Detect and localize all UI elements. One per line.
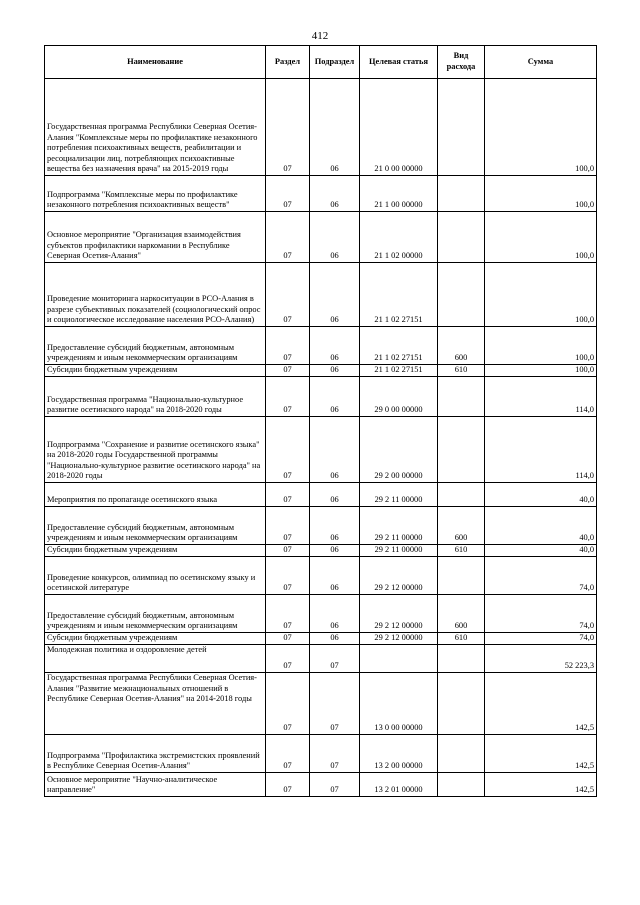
header-sum: Сумма — [485, 46, 597, 79]
cell-name: Государственная программа Республики Северная Осетия-Алания "Развитие межнациональных отношений в Республике Северная Осетия-Алания" на 2014-2018 годы — [45, 673, 266, 735]
cell-subsection: 06 — [310, 327, 360, 365]
header-subsection: Подраздел — [310, 46, 360, 79]
cell-sum: 100,0 — [485, 212, 597, 263]
cell-sum: 74,0 — [485, 595, 597, 633]
table-row — [45, 773, 597, 797]
cell-expense — [438, 673, 485, 735]
cell-sum: 100,0 — [485, 327, 597, 365]
cell-section: 07 — [266, 545, 310, 557]
cell-name: Молодежная политика и оздоровление детей — [45, 645, 266, 673]
table-header-row — [45, 46, 597, 79]
cell-section: 07 — [266, 595, 310, 633]
cell-target: 21 1 02 27151 — [360, 327, 438, 365]
cell-expense — [438, 483, 485, 507]
cell-subsection: 06 — [310, 507, 360, 545]
cell-section: 07 — [266, 79, 310, 176]
table-row — [45, 483, 597, 507]
cell-name: Основное мероприятие "Организация взаимодействия субъектов профилактики наркомании в Республике Северная Осетия-Алания" — [45, 212, 266, 263]
table-row — [45, 673, 597, 735]
cell-subsection: 06 — [310, 176, 360, 212]
table-row — [45, 545, 597, 557]
page-number: 412 — [311, 30, 329, 42]
cell-expense — [438, 773, 485, 797]
cell-expense — [438, 263, 485, 327]
cell-subsection: 07 — [310, 773, 360, 797]
cell-name: Государственная программа Республики Северная Осетия-Алания "Комплексные меры по профилактике незаконного потребления психоактивных веществ, реабилитации и ресоциализации лиц, потребляющих психоактивные вещества без назначения врача" на 2015-2019 годы — [45, 79, 266, 176]
cell-name: Подпрограмма "Сохранение и развитие осетинского языка" на 2018-2020 годы Государственной программы "Национально-культурное развитие осетинского народа" на 2018-2020 годы — [45, 417, 266, 483]
cell-target: 21 1 02 00000 — [360, 212, 438, 263]
cell-sum: 114,0 — [485, 417, 597, 483]
cell-expense — [438, 212, 485, 263]
cell-subsection: 07 — [310, 645, 360, 673]
cell-sum: 40,0 — [485, 483, 597, 507]
cell-expense: 610 — [438, 545, 485, 557]
cell-sum: 114,0 — [485, 377, 597, 417]
cell-name: Предоставление субсидий бюджетным, автономным учреждениям и иным некоммерческим организациям — [45, 507, 266, 545]
cell-subsection: 06 — [310, 79, 360, 176]
cell-expense — [438, 645, 485, 673]
table-row — [45, 417, 597, 483]
table-row — [45, 365, 597, 377]
cell-subsection: 06 — [310, 417, 360, 483]
cell-expense: 600 — [438, 507, 485, 545]
cell-sum: 52 223,3 — [485, 645, 597, 673]
cell-name: Проведение мониторинга наркоситуации в РСО-Алания в разрезе субъективных показателей (социологический опрос и социологическое исследование населения РСО-Алания) — [45, 263, 266, 327]
table-row — [45, 735, 597, 773]
cell-sum: 100,0 — [485, 79, 597, 176]
cell-target: 29 2 00 00000 — [360, 417, 438, 483]
cell-section: 07 — [266, 557, 310, 595]
cell-target: 13 2 00 00000 — [360, 735, 438, 773]
cell-subsection: 07 — [310, 735, 360, 773]
cell-subsection: 07 — [310, 673, 360, 735]
table-row — [45, 633, 597, 645]
cell-name: Предоставление субсидий бюджетным, автономным учреждениям и иным некоммерческим организациям — [45, 327, 266, 365]
cell-sum: 142,5 — [485, 773, 597, 797]
cell-expense: 600 — [438, 595, 485, 633]
cell-subsection: 06 — [310, 212, 360, 263]
table-row — [45, 176, 597, 212]
cell-section: 07 — [266, 365, 310, 377]
cell-section: 07 — [266, 507, 310, 545]
cell-section: 07 — [266, 417, 310, 483]
cell-sum: 100,0 — [485, 365, 597, 377]
cell-target: 21 1 00 00000 — [360, 176, 438, 212]
cell-section: 07 — [266, 483, 310, 507]
table-row — [45, 79, 597, 176]
table-row — [45, 507, 597, 545]
header-expense: Вид расхода — [438, 46, 485, 79]
cell-sum: 40,0 — [485, 507, 597, 545]
header-section: Раздел — [266, 46, 310, 79]
cell-target: 21 1 02 27151 — [360, 365, 438, 377]
cell-sum: 100,0 — [485, 176, 597, 212]
cell-subsection: 06 — [310, 263, 360, 327]
cell-name: Основное мероприятие "Научно-аналитическое направление" — [45, 773, 266, 797]
cell-expense — [438, 557, 485, 595]
cell-subsection: 06 — [310, 557, 360, 595]
cell-sum: 100,0 — [485, 263, 597, 327]
cell-target: 29 2 11 00000 — [360, 507, 438, 545]
budget-table — [44, 45, 597, 797]
cell-subsection: 06 — [310, 365, 360, 377]
cell-subsection: 06 — [310, 595, 360, 633]
cell-name: Подпрограмма "Комплексные меры по профилактике незаконного потребления психоактивных веществ" — [45, 176, 266, 212]
cell-target: 29 2 12 00000 — [360, 557, 438, 595]
cell-sum: 74,0 — [485, 557, 597, 595]
table-row — [45, 212, 597, 263]
cell-target: 29 2 12 00000 — [360, 595, 438, 633]
cell-section: 07 — [266, 673, 310, 735]
cell-subsection: 06 — [310, 483, 360, 507]
cell-subsection: 06 — [310, 633, 360, 645]
cell-sum: 74,0 — [485, 633, 597, 645]
table-row — [45, 595, 597, 633]
cell-target: 21 0 00 00000 — [360, 79, 438, 176]
header-target: Целевая статья — [360, 46, 438, 79]
cell-target: 21 1 02 27151 — [360, 263, 438, 327]
table-row — [45, 557, 597, 595]
table-row — [45, 645, 597, 673]
cell-target: 29 2 11 00000 — [360, 483, 438, 507]
cell-expense: 610 — [438, 633, 485, 645]
cell-target: 29 2 11 00000 — [360, 545, 438, 557]
cell-expense — [438, 79, 485, 176]
cell-target: 13 0 00 00000 — [360, 673, 438, 735]
cell-name: Предоставление субсидий бюджетным, автономным учреждениям и иным некоммерческим организациям — [45, 595, 266, 633]
cell-section: 07 — [266, 633, 310, 645]
cell-target: 29 2 12 00000 — [360, 633, 438, 645]
cell-section: 07 — [266, 645, 310, 673]
cell-expense — [438, 735, 485, 773]
cell-sum: 40,0 — [485, 545, 597, 557]
table-row — [45, 377, 597, 417]
cell-name: Мероприятия по пропаганде осетинского языка — [45, 483, 266, 507]
cell-name: Субсидии бюджетным учреждениям — [45, 633, 266, 645]
cell-subsection: 06 — [310, 545, 360, 557]
cell-name: Государственная программа "Национально-культурное развитие осетинского народа" на 2018-2020 годы — [45, 377, 266, 417]
header-name: Наименование — [45, 46, 266, 79]
cell-section: 07 — [266, 735, 310, 773]
cell-expense — [438, 417, 485, 483]
cell-section: 07 — [266, 327, 310, 365]
cell-section: 07 — [266, 377, 310, 417]
cell-section: 07 — [266, 263, 310, 327]
cell-expense — [438, 176, 485, 212]
cell-section: 07 — [266, 212, 310, 263]
cell-expense: 610 — [438, 365, 485, 377]
table-row — [45, 327, 597, 365]
cell-target — [360, 645, 438, 673]
cell-sum: 142,5 — [485, 735, 597, 773]
cell-expense: 600 — [438, 327, 485, 365]
cell-subsection: 06 — [310, 377, 360, 417]
cell-section: 07 — [266, 773, 310, 797]
table-row — [45, 263, 597, 327]
cell-target: 29 0 00 00000 — [360, 377, 438, 417]
cell-name: Подпрограмма "Профилактика экстремистских проявлений в Республике Северная Осетия-Алания" — [45, 735, 266, 773]
cell-name: Проведение конкурсов, олимпиад по осетинскому языку и осетинской литературе — [45, 557, 266, 595]
cell-expense — [438, 377, 485, 417]
cell-section: 07 — [266, 176, 310, 212]
cell-name: Субсидии бюджетным учреждениям — [45, 365, 266, 377]
cell-name: Субсидии бюджетным учреждениям — [45, 545, 266, 557]
cell-target: 13 2 01 00000 — [360, 773, 438, 797]
cell-sum: 142,5 — [485, 673, 597, 735]
